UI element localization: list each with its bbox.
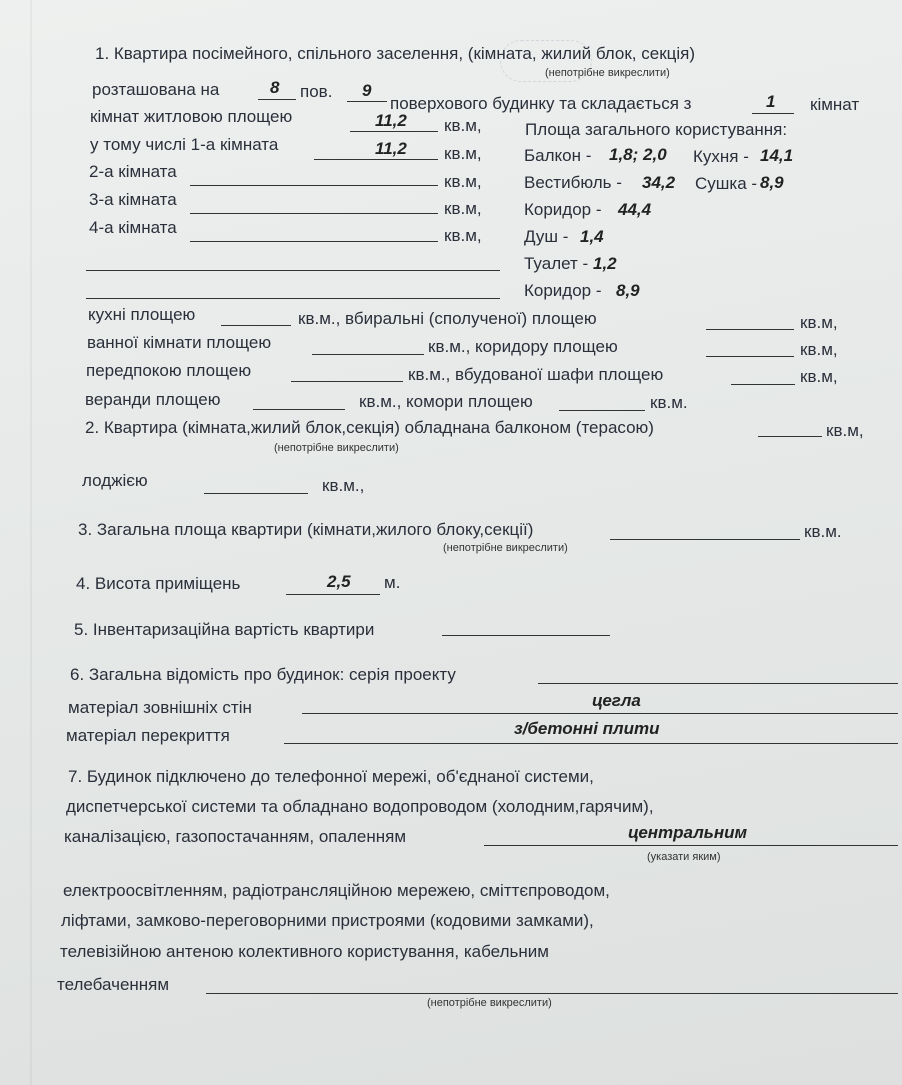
section-6-text: 6. Загальна відомість про будинок: серія проекту	[70, 665, 456, 684]
section-3-note: (непотрібне викреслити)	[443, 542, 568, 554]
section-2-text: 2. Квартира (кімната,жилий блок,секція) обладнана балконом (терасою)	[85, 418, 654, 437]
rooms-value: 1	[766, 92, 776, 111]
total-area-line	[610, 539, 800, 540]
shower-label: Душ -	[524, 227, 569, 246]
loggia-unit: кв.м.,	[322, 476, 365, 495]
series-line	[538, 683, 898, 684]
room3-line	[190, 213, 438, 214]
drying-value: 8,9	[760, 173, 784, 192]
section-7-line-6: телевізійною антеною колективного користування, кабельним	[60, 942, 549, 961]
closet-area-text: кв.м., вбудованої шафи площею	[408, 365, 664, 384]
room1-label: у тому числі 1-а кімната	[90, 135, 279, 154]
floor-value: 8	[270, 78, 280, 97]
corridor2-label: Коридор -	[524, 281, 602, 300]
floor-line	[258, 99, 296, 100]
section-1-title: 1. Квартира посімейного, спільного заселення, (кімната, жилий блок, секція)	[95, 44, 696, 63]
heating-note: (указати яким)	[647, 851, 721, 863]
room1-unit: кв.м,	[444, 144, 482, 163]
room1-value: 11,2	[375, 139, 407, 158]
hall-area-label: передпокою площею	[86, 361, 252, 380]
rooms-unit: кімнат	[810, 95, 860, 114]
shower-value: 1,4	[580, 227, 604, 246]
vestibule-label: Вестибюль -	[524, 173, 622, 192]
floor-label: розташована на	[92, 80, 220, 99]
section-7-line-2: диспетчерської системи та обладнано водопроводом (холодним,гарячим),	[66, 797, 654, 816]
section-2-note: (непотрібне викреслити)	[274, 442, 399, 454]
living-area-label: кімнат житловою площею	[90, 107, 293, 126]
room4-unit: кв.м,	[444, 226, 482, 245]
ceiling-label: матеріал перекриття	[66, 726, 230, 745]
building-text: поверхового будинку та складається з	[390, 94, 692, 113]
corridor1-value: 44,4	[618, 200, 652, 219]
room1-line	[314, 159, 438, 160]
corridor1-label: Коридор -	[524, 200, 602, 219]
height-unit: м.	[384, 573, 401, 592]
section-7-note: (непотрібне викреслити)	[427, 997, 552, 1009]
room2-label: 2-а кімната	[89, 162, 177, 181]
section-7-line-7: телебаченням	[57, 975, 170, 994]
paper-fold	[30, 0, 32, 1085]
walls-value: цегла	[592, 691, 641, 710]
living-area-line	[350, 131, 438, 132]
balcony-line	[758, 436, 822, 437]
heating-value: центральним	[628, 823, 748, 842]
section-5-text: 5. Інвентаризаційна вартість квартири	[74, 620, 375, 639]
balcony-label: Балкон -	[524, 146, 592, 165]
toilet-area-text: кв.м., вбиральні (сполученої) площею	[298, 309, 597, 328]
section-4-text: 4. Висота приміщень	[76, 574, 241, 593]
heating-line	[484, 845, 898, 846]
living-area-value: 11,2	[375, 111, 407, 130]
hall-area-line	[291, 381, 403, 382]
tv-line	[206, 993, 898, 994]
height-line	[286, 594, 380, 595]
closet-area-line	[731, 384, 795, 385]
corridor-area-unit: кв.м,	[800, 340, 838, 359]
toilet-area-line	[706, 329, 794, 330]
vestibule-value: 34,2	[642, 173, 676, 192]
bath-area-line	[312, 354, 424, 355]
toilet-label: Туалет -	[524, 254, 589, 273]
section-3-unit: кв.м.	[804, 522, 842, 541]
loggia-line	[204, 493, 308, 494]
walls-label: матеріал зовнішніх стін	[68, 698, 252, 717]
section-7-line-5: ліфтами, замково-переговорними пристроями (кодовими замками),	[61, 911, 594, 930]
floors-line	[347, 101, 387, 102]
veranda-area-line	[253, 409, 345, 410]
section-7-line-1: 7. Будинок підключено до телефонної мережі, об'єднаної системи,	[68, 767, 594, 786]
storage-area-line	[559, 410, 645, 411]
kitchen-label: Кухня -	[693, 147, 749, 166]
section-3-text: 3. Загальна площа квартири (кімнати,жилого блоку,секції)	[78, 520, 534, 539]
height-value: 2,5	[327, 572, 351, 591]
ceiling-line	[284, 743, 898, 744]
common-area-title: Площа загального користування:	[525, 120, 788, 139]
floor-unit: пов.	[300, 82, 333, 101]
living-area-unit: кв.м,	[444, 116, 482, 135]
section-1-note: (непотрібне викреслити)	[545, 67, 670, 79]
ceiling-value: з/бетонні плити	[514, 719, 660, 738]
toilet-value: 1,2	[593, 254, 617, 273]
room4-line	[190, 241, 438, 242]
section-7-line-3: каналізацією, газопостачанням, опаленням	[64, 827, 407, 846]
kitchen-area-line	[221, 325, 291, 326]
veranda-area-label: веранди площею	[85, 390, 221, 409]
room2-line	[190, 185, 438, 186]
toilet-area-unit: кв.м,	[800, 313, 838, 332]
storage-area-unit: кв.м.	[650, 393, 688, 412]
walls-line	[302, 713, 898, 714]
corridor-area-text: кв.м., коридору площею	[428, 337, 618, 356]
section-7-line-4: електроосвітленням, радіотрансляційною мережею, сміттєпроводом,	[63, 881, 610, 900]
room4-label: 4-а кімната	[89, 218, 177, 237]
rooms-line	[752, 113, 794, 114]
drying-label: Сушка -	[695, 174, 758, 193]
closet-area-unit: кв.м,	[800, 367, 838, 386]
corridor2-value: 8,9	[616, 281, 640, 300]
kitchen-value: 14,1	[760, 146, 794, 165]
corridor-area-line	[706, 356, 794, 357]
room3-unit: кв.м,	[444, 199, 482, 218]
room3-label: 3-а кімната	[89, 190, 177, 209]
balcony-value: 1,8; 2,0	[609, 145, 667, 164]
blank-line-1	[86, 270, 500, 271]
floors-value: 9	[362, 81, 372, 100]
section-2-unit: кв.м,	[826, 421, 864, 440]
bath-area-label: ванної кімнати площею	[87, 333, 272, 352]
value-line	[442, 635, 610, 636]
kitchen-area-label: кухні площею	[88, 305, 196, 324]
storage-area-text: кв.м., комори площею	[359, 392, 533, 411]
loggia-label: лоджією	[82, 471, 148, 490]
room2-unit: кв.м,	[444, 172, 482, 191]
blank-line-2	[86, 298, 500, 299]
